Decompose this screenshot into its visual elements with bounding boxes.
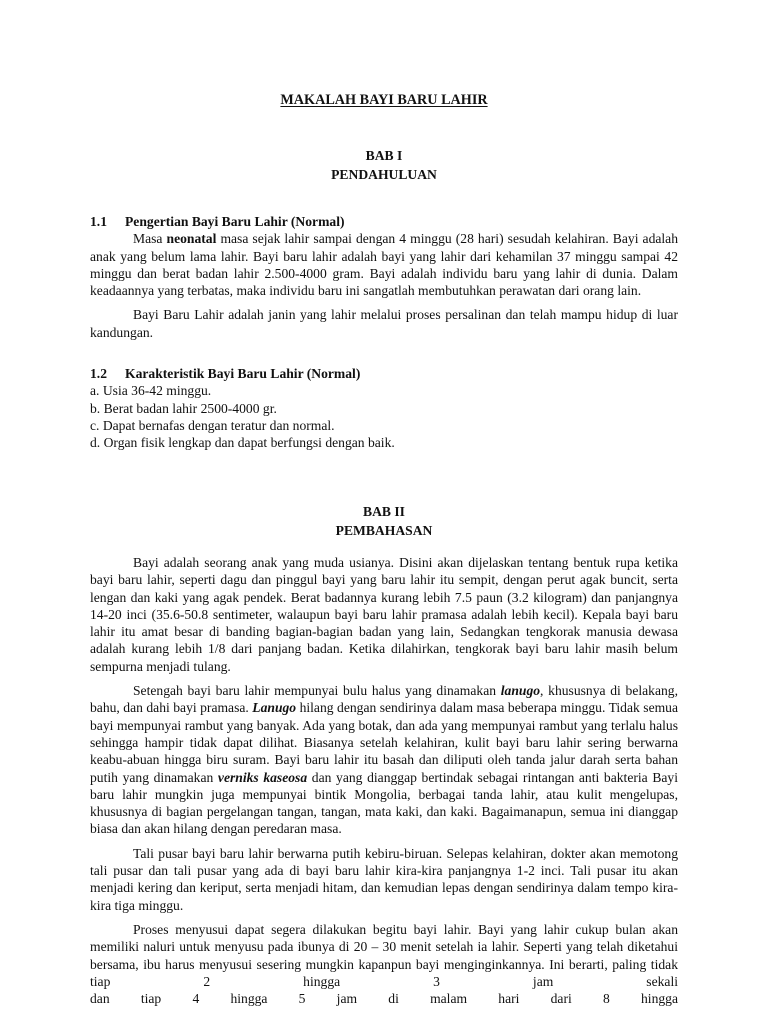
section-1-2-heading [90,365,678,382]
paragraph-text: hilang dengan sendirinya dalam masa beberapa minggu. Tidak semua bayi mempunyai rambut yang banyak. Ada yang botak, dan ada yang mempunyai rambut yang terlalu halus sehingga hampir tidak dapat dilihat. Biasanya setelah kelahiran, kulit bayi baru lahir sering berwarna keabu-abuan hingga biru suram. Bayi baru lahir itu basah dan diliputi oleh tanda jalur darah serta bahan putih yang dinamakan [90,700,679,785]
chapter-1-header [90,146,678,184]
section-1-1-number: 1.1 [90,214,107,229]
list-item: d. Organ fisik lengkap dan dapat berfungsi dengan baik. [90,435,395,451]
chapter-2-label: BAB II [363,504,405,519]
paragraph-text: , khususnya di belakang, bahu, dan dahi bayi pramasa. [90,683,678,716]
section-1-1-paragraph-1 [90,230,678,299]
section-1-2-number: 1.2 [90,366,107,381]
list-item: a. Usia 36-42 minggu. [90,383,212,399]
section-1-2-title: Karakteristik Bayi Baru Lahir (Normal) [125,366,361,381]
chapter-2-paragraph-1: Bayi adalah seorang anak yang muda usianya. Disini akan dijelaskan tentang bentuk rupa ketika bayi baru lahir, seperti dagu dan pinggul bayi yang baru lahir itu sempit, dengan perut agak buncit, serta lengan dan kaki yang agak pendek. Berat badannya kurang lebih 7.5 paun (3.2 kilogram) dan panjangnya 14-20 inci (35.6-50.8 sentimeter, walaupun bayi baru lahir pramasa adalah lebih kecil). Kepala bayi baru lahir itu amat besar di banding bagian-bagian badan yang lain, Sedangkan tengkorak manusia dewasa adalah kurang lebih 1/8 dari panjang badan. Ketika dilahirkan, tengkorak bayi baru lahir masih belum sempurna menjadi tulang. [90,555,678,674]
chapter-2-title: PEMBAHASAN [335,523,433,538]
section-1-1-paragraph-2: Bayi Baru Lahir adalah janin yang lahir melalui proses persalinan dan telah mampu hidup di luar kandungan. [90,307,678,340]
paragraph-text: masa sejak lahir sampai dengan 4 minggu (28 hari) sesudah kelahiran. Bayi adalah anak yang belum lama lahir. Bayi baru lahir adalah bayi yang lahir dari kehamilan 37 minggu sampai 42 minggu dan berat badan lahir 2.500-4000 gram. Bayi adalah individu baru yang lahir di dunia. Dalam keadaannya yang terbatas, maka individu baru ini sangatlah membutuhkan perawatan dari orang lain. [90,231,679,299]
section-1-1 [90,213,678,341]
list-item: b. Berat badan lahir 2500-4000 gr. [90,400,277,416]
section-1-2 [90,365,678,451]
paragraph-text: dan yang dianggap bertindak sebagai rintangan anti bakteria Bayi baru lahir mungkin juga mempunyai bintik Mongolia, berbagai tanda lahir, atau kulit mengelupas, khususnya di bagian pergelangan tangan, tangan, mata kaki, dan kaki. Bagaimanapun, semua ini dianggap biasa dan akan hilang dengan peredaran masa. [90,769,679,837]
chapter-2-paragraph-4-continued: dan tiap 4 hingga 5 jam di malam hari dari 8 hingga [90,991,678,1007]
paragraph-text: Masa [133,231,167,247]
paragraph-text: Setengah bayi baru lahir mempunyai bulu halus yang dinamakan [133,683,501,699]
chapter-2-paragraph-3: Tali pusar bayi baru lahir berwarna putih kebiru-biruan. Selepas kelahiran, dokter akan memotong tali pusar dan tali pusar yang ada di bayi baru lahir kira-kira panjangnya 1-2 inci. Tali pusar itu akan menjadi kering dan keriput, serta menjadi hitam, dan kemudian lepas dengan sendirinya dalam tempo kira-kira tiga minggu. [90,845,678,913]
chapter-2-body [90,554,678,1007]
document-title [90,92,678,109]
section-1-1-title: Pengertian Bayi Baru Lahir (Normal) [125,214,345,229]
italic-term-lanugo: Lanugo [252,700,297,716]
chapter-2-paragraph-4: Proses menyusui dapat segera dilakukan begitu bayi lahir. Bayi yang lahir cukup bulan akan memiliki naluri untuk menyusu pada ibunya di 20 – 30 menit setelah ia lahir. Seperti yang telah diketahui bersama, ibu harus menyusui sesering mungkin kapanpun bayi menginginkannya. Ini berarti, paling tidak tiap 2 hingga 3 jam sekali [90,921,678,989]
chapter-2-paragraph-2 [90,682,678,838]
italic-term-verniks-kaseosa: verniks kaseosa [217,769,308,785]
chapter-1-label: BAB I [365,148,403,163]
chapter-2-header [90,502,678,540]
document-title-text: MAKALAH BAYI BARU LAHIR [280,92,488,108]
bold-term-neonatal: neonatal [166,231,217,247]
italic-term-lanugo: lanugo [500,683,541,699]
chapter-1-title: PENDAHULUAN [331,167,437,182]
section-1-1-heading [90,213,678,230]
list-item: c. Dapat bernafas dengan teratur dan normal. [90,417,335,433]
